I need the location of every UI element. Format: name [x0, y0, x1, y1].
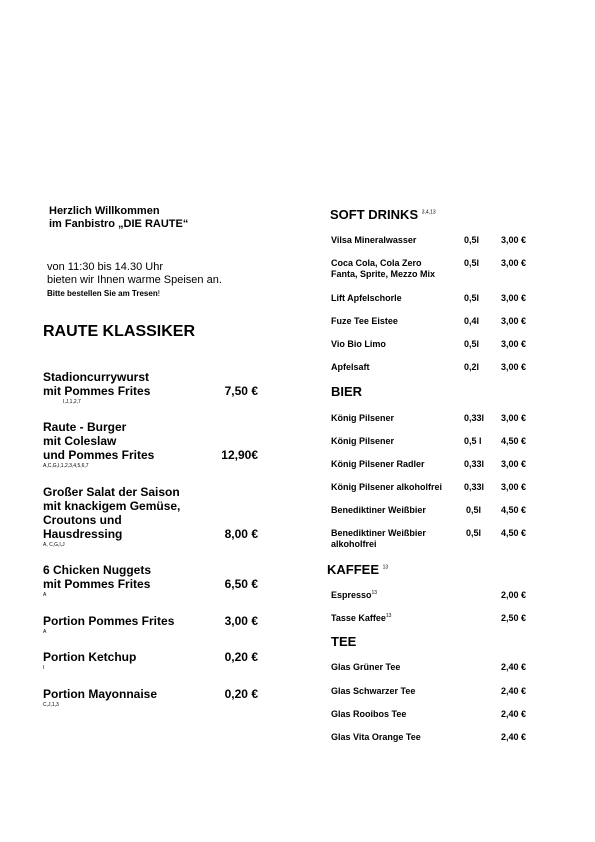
food-section-title: RAUTE KLASSIKER	[43, 323, 196, 340]
drink-volume: 0,5l	[464, 235, 480, 245]
food-item-price: 3,00 €	[224, 614, 258, 628]
beer-title: BIER	[331, 384, 363, 399]
drink-volume: 0,33l	[464, 482, 485, 492]
food-item-name: Hausdressing	[43, 527, 123, 541]
food-item-price: 12,90€	[221, 448, 258, 462]
soft-drinks-note: 3,4,13	[421, 209, 436, 216]
welcome-text	[49, 205, 188, 231]
welcome-line-1: Herzlich Willkommen	[49, 205, 160, 217]
food-item	[43, 650, 258, 672]
drink-volume: 0,5l	[464, 258, 480, 268]
soft-drinks-title-text: SOFT DRINKS	[330, 207, 419, 222]
drink-name: Benediktiner Weißbier	[331, 528, 426, 538]
food-item-name: Großer Salat der Saison	[43, 485, 180, 499]
drink-note: 13	[385, 613, 392, 619]
food-item-name: Portion Ketchup	[43, 650, 137, 664]
food-item-allergens: I	[43, 665, 45, 671]
drink-volume: 0,5l	[466, 505, 482, 515]
coffee-title-text: KAFFEE	[327, 562, 379, 577]
drink-name-text: Espresso	[331, 590, 372, 600]
drink-volume: 0,33l	[464, 413, 485, 423]
drink-volume: 0,4l	[464, 316, 480, 326]
hours-line-2: bieten wir Ihnen warme Speisen an.	[47, 274, 222, 286]
drink-volume: 0,33l	[464, 459, 485, 469]
order-note-end: !	[157, 289, 160, 298]
drink-name: Glas Rooibos Tee	[331, 709, 407, 719]
coffee-note: 13	[382, 564, 389, 571]
food-item-name: mit Pommes Frites	[43, 384, 151, 398]
food-item-price: 7,50 €	[224, 384, 258, 398]
drink-note: 13	[371, 590, 378, 596]
food-item-price: 0,20 €	[224, 650, 258, 664]
food-item	[43, 370, 258, 406]
drink-name: Apfelsaft	[331, 362, 370, 372]
food-item-name: mit Coleslaw	[43, 434, 117, 448]
drink-price: 3,00 €	[501, 258, 527, 268]
drink-price: 2,40 €	[501, 709, 527, 719]
hours-line-1: von 11:30 bis 14.30 Uhr	[47, 261, 163, 273]
food-item	[43, 687, 258, 709]
drink-volume: 0,5l	[464, 339, 480, 349]
food-item-allergens: A	[43, 629, 47, 635]
opening-hours	[47, 261, 222, 287]
drink-price: 3,00 €	[501, 362, 527, 372]
drink-price: 4,50 €	[501, 436, 527, 446]
drink-name	[331, 613, 391, 623]
food-item-name: Stadioncurrywurst	[43, 370, 150, 384]
food-item	[43, 614, 258, 636]
drink-price: 3,00 €	[501, 413, 527, 423]
food-item-name: mit Pommes Frites	[43, 577, 151, 591]
food-item-name: Croutons und	[43, 513, 122, 527]
drink-name: König Pilsener Radler	[331, 459, 425, 469]
drink-name: Glas Schwarzer Tee	[331, 686, 416, 696]
food-item-price: 8,00 €	[224, 527, 258, 541]
coffee-title	[327, 562, 388, 577]
drink-price: 4,50 €	[501, 505, 527, 515]
drink-name: Vio Bio Limo	[331, 339, 386, 349]
food-item	[43, 420, 258, 470]
drink-price: 2,00 €	[501, 590, 527, 600]
food-item-name: Raute - Burger	[43, 420, 127, 434]
drink-name: Vilsa Mineralwasser	[331, 235, 417, 245]
drink-price: 4,50 €	[501, 528, 527, 538]
drink-name-line-2: Fanta, Sprite, Mezzo Mix	[331, 269, 436, 279]
drink-price: 2,50 €	[501, 613, 527, 623]
drink-price: 2,40 €	[501, 686, 527, 696]
drink-name: Benediktiner Weißbier	[331, 505, 426, 515]
drink-volume: 0,5l	[466, 528, 482, 538]
food-item-allergens: A	[43, 592, 47, 598]
drink-price: 3,00 €	[501, 293, 527, 303]
drink-name-line-2: alkoholfrei	[331, 539, 377, 549]
food-item-price: 6,50 €	[224, 577, 258, 591]
food-item-name: 6 Chicken Nuggets	[43, 563, 152, 577]
drink-price: 2,40 €	[501, 732, 527, 742]
drink-price: 3,00 €	[501, 339, 527, 349]
drink-price: 3,00 €	[501, 235, 527, 245]
drink-name: Glas Grüner Tee	[331, 662, 401, 672]
drink-price: 3,00 €	[501, 316, 527, 326]
food-item-name: und Pommes Frites	[43, 448, 155, 462]
tea-title: TEE	[331, 634, 357, 649]
drink-name-text: Tasse Kaffee	[331, 613, 386, 623]
food-item	[43, 485, 258, 549]
food-item-allergens: I,J,1,2,7	[63, 399, 81, 405]
food-item-allergens: A,C,G,I,1,2,3,4,5,6,7	[43, 463, 89, 469]
drink-price: 3,00 €	[501, 459, 527, 469]
drink-name: König Pilsener	[331, 413, 395, 423]
drink-name: König Pilsener alkoholfrei	[331, 482, 443, 492]
food-item	[43, 563, 258, 599]
drink-name: Lift Apfelschorle	[331, 293, 402, 303]
food-item-allergens: C,J,1,3	[43, 702, 59, 708]
soft-drinks-title	[330, 207, 436, 222]
drink-price: 3,00 €	[501, 482, 527, 492]
food-item-name: Portion Mayonnaise	[43, 687, 158, 701]
food-item-name: mit knackigem Gemüse,	[43, 499, 181, 513]
drink-name: König Pilsener	[331, 436, 395, 446]
drink-volume: 0,5l	[464, 293, 480, 303]
drink-name: Glas Vita Orange Tee	[331, 732, 421, 742]
drink-name	[331, 590, 377, 600]
drink-name: Coca Cola, Cola Zero	[331, 258, 422, 268]
food-item-allergens: A, C,G,I,J	[43, 542, 65, 548]
order-note-text: Bitte bestellen Sie am Tresen	[47, 289, 158, 298]
drink-price: 2,40 €	[501, 662, 527, 672]
order-note	[47, 289, 160, 298]
food-item-price: 0,20 €	[224, 687, 258, 701]
drink-name: Fuze Tee Eistee	[331, 316, 398, 326]
drink-volume: 0,5 l	[464, 436, 482, 446]
drink-volume: 0,2l	[464, 362, 480, 372]
welcome-line-2: im Fanbistro „DIE RAUTE“	[49, 218, 189, 230]
food-item-name: Portion Pommes Frites	[43, 614, 175, 628]
